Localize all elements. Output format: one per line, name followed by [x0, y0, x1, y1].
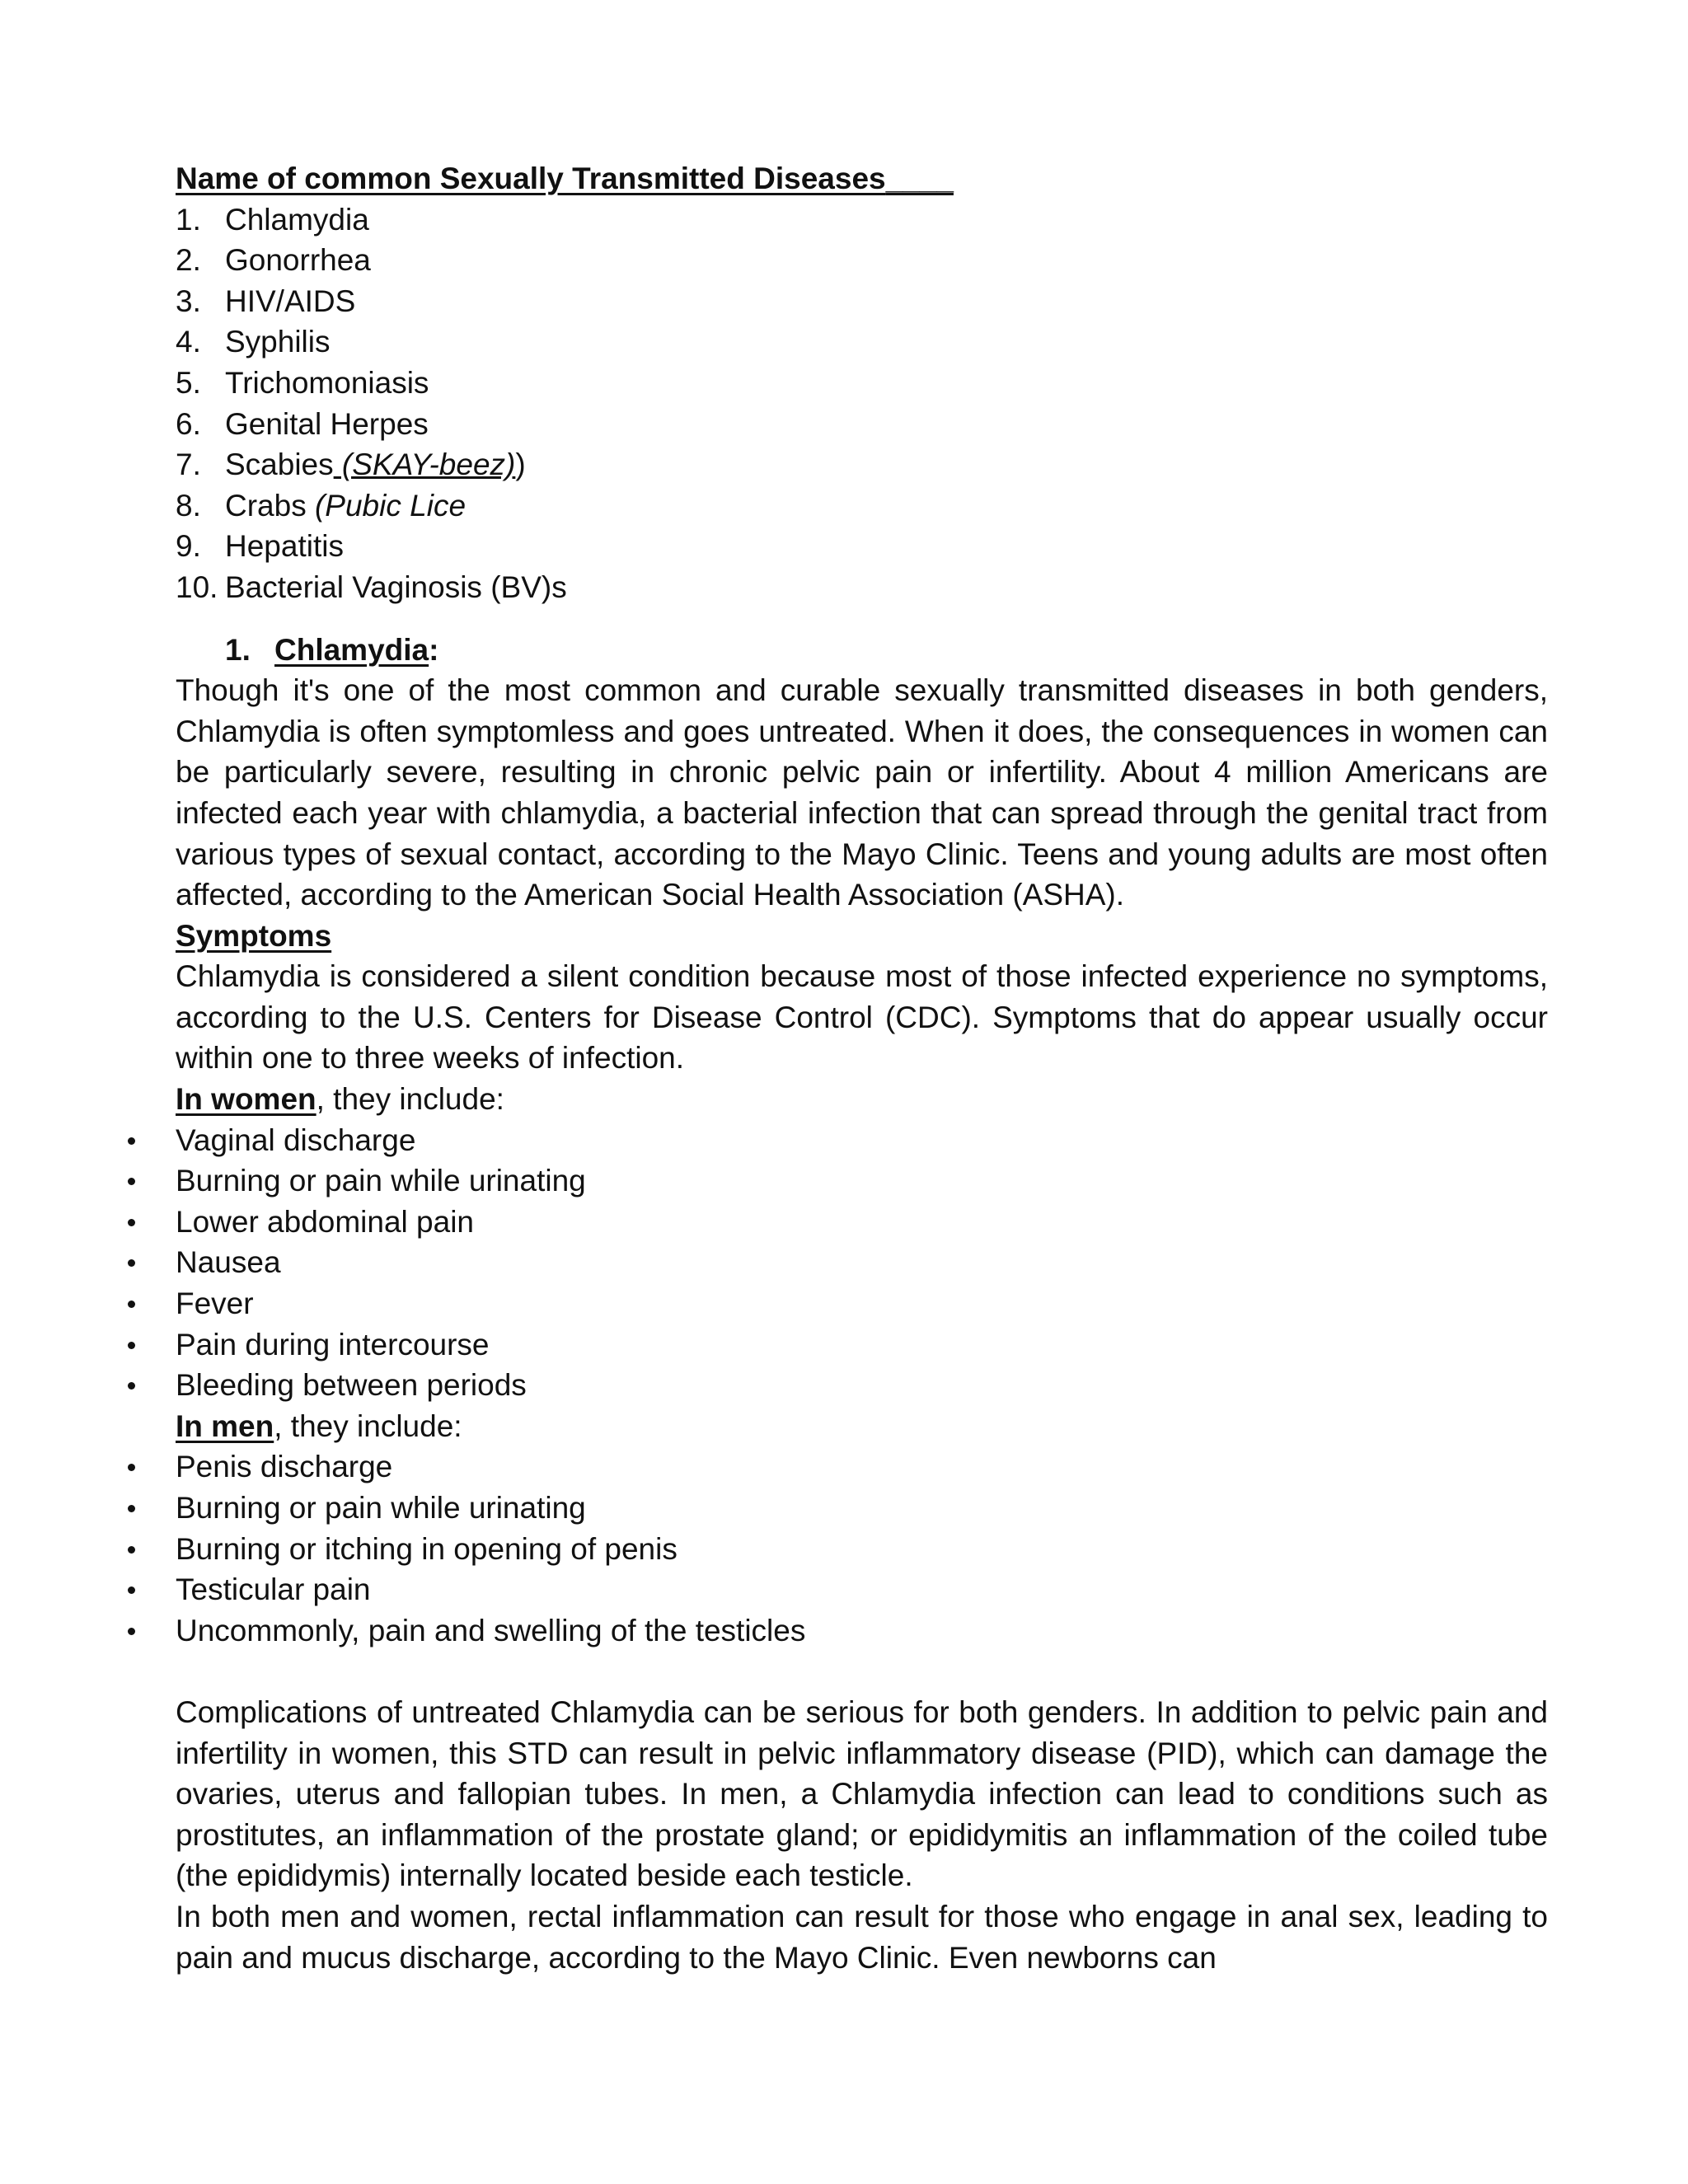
- list-item: Nausea: [176, 1242, 1548, 1283]
- document-content: [176, 158, 1548, 1978]
- list-item: Bleeding between periods: [176, 1365, 1548, 1406]
- list-item: 7. Scabies (SKAY-beez)): [176, 448, 526, 482]
- list-heading: Name of common Sexually Transmitted Diseases____: [176, 162, 954, 195]
- women-intro: In women, they include:: [176, 1082, 504, 1117]
- list-item: 9. Hepatitis: [176, 529, 344, 564]
- list-item: 8. Crabs (Pubic Lice: [176, 488, 467, 523]
- list-item: Uncommonly, pain and swelling of the testicles: [176, 1610, 1548, 1652]
- list-item: Burning or pain while urinating: [176, 1488, 1548, 1529]
- list-item: 10. Bacterial Vaginosis (BV)s: [176, 569, 567, 604]
- symptoms-text: Chlamydia is considered a silent condition because most of those infected experience no symptoms, according to the U.S. Centers for Disease Control (CDC). Symptoms that do appear usually occur within one to three weeks of infection.: [176, 959, 1548, 1076]
- symptoms-heading: Symptoms: [176, 918, 332, 953]
- std-list: [176, 199, 1548, 608]
- list-item: 1. Chlamydia: [176, 202, 369, 237]
- list-item: 3. HIV/AIDS: [176, 284, 356, 318]
- list-item: Lower abdominal pain: [176, 1202, 1548, 1243]
- alias-note: (Pubic Lice: [314, 488, 467, 523]
- chlamydia-intro: Though it's one of the most common and curable sexually transmitted diseases in both genders, Chlamydia is often symptomless and goes untreated. When it does, the consequences in women can be particularly severe, resulting in chronic pelvic pain or infertility. About 4 million Americans are infected each year with chlamydia, a bacterial infection that can spread through the genital tract from various types of sexual contact, according to the Mayo Clinic. Teens and young adults are most often affected, according to the American Social Health Association (ASHA).: [176, 673, 1548, 912]
- men-intro: In men, they include:: [176, 1408, 462, 1443]
- list-item: Burning or itching in opening of penis: [176, 1529, 1548, 1570]
- complications-text: Complications of untreated Chlamydia can be serious for both genders. In addition to pelvic pain and infertility in women, this STD can result in pelvic inflammatory disease (PID), which can damage the ovaries, uterus and fallopian tubes. In men, a Chlamydia infection can lead to conditions such as prostitutes, an inflammation of the prostate gland; or epididymitis an inflammation of the coiled tube (the epididymis) internally located beside each testicle.: [176, 1694, 1548, 1893]
- men-symptoms-list: [176, 1446, 1548, 1651]
- list-item: Fever: [176, 1283, 1548, 1324]
- rectal-text: In both men and women, rectal inflammation can result for those who engage in anal sex, leading to pain and mucus discharge, according to the Mayo Clinic. Even newborns can: [176, 1899, 1548, 1975]
- list-item: 6. Genital Herpes: [176, 406, 429, 441]
- list-item: 2. Gonorrhea: [176, 243, 371, 278]
- list-item: Burning or pain while urinating: [176, 1160, 1548, 1202]
- list-item: Vaginal discharge: [176, 1120, 1548, 1161]
- list-item: 4. Syphilis: [176, 325, 331, 359]
- section-heading-chlamydia: 1. Chlamydia:: [225, 632, 439, 667]
- list-item: Pain during intercourse: [176, 1324, 1548, 1366]
- paragraph-gap: [176, 1651, 1548, 1692]
- list-item: Testicular pain: [176, 1569, 1548, 1610]
- pronunciation-note: (SKAY-beez): [333, 448, 516, 482]
- list-item: 5. Trichomoniasis: [176, 365, 429, 400]
- list-item: Penis discharge: [176, 1446, 1548, 1488]
- women-symptoms-list: [176, 1120, 1548, 1406]
